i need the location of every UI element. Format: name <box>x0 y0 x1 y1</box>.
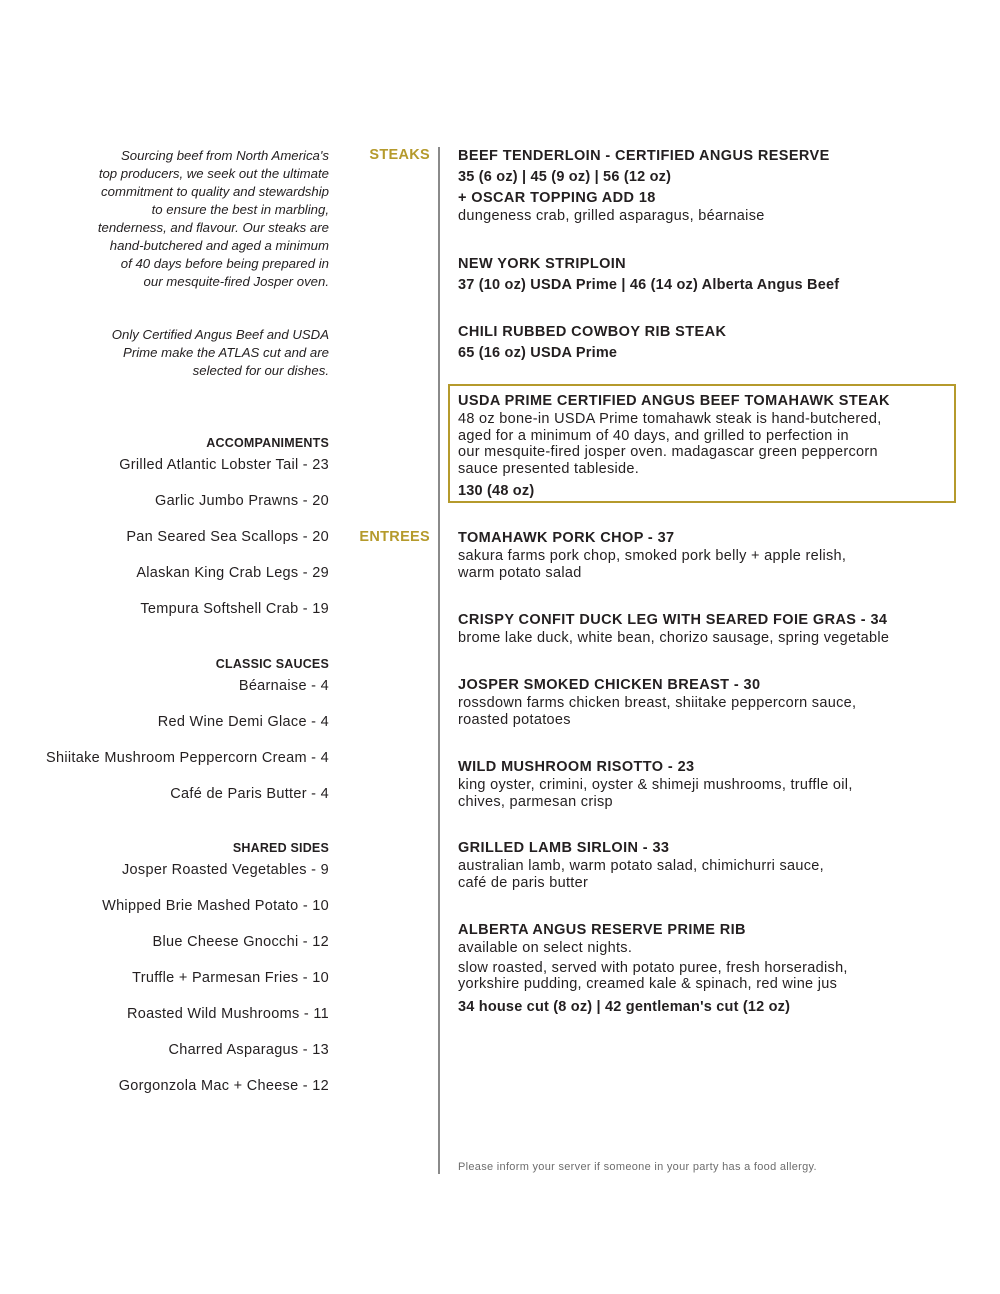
menu-item-pork-chop <box>458 529 968 581</box>
accompaniment-item: Tempura Softshell Crab - 19 <box>140 601 329 617</box>
sauce-item: Shiitake Mushroom Peppercorn Cream - 4 <box>46 750 329 766</box>
menu-item-lamb-sirloin <box>458 839 968 891</box>
sauce-item: Café de Paris Butter - 4 <box>170 786 329 802</box>
item-title: WILD MUSHROOM RISOTTO - 23 <box>458 759 695 775</box>
item-description-line: our mesquite-fired josper oven. madagascar green peppercorn <box>458 444 878 460</box>
side-item: Whipped Brie Mashed Potato - 10 <box>102 898 329 914</box>
menu-item-tomahawk-steak <box>458 392 968 501</box>
item-price: 34 house cut (8 oz) | 42 gentleman's cut (12 oz) <box>458 998 791 1015</box>
column-divider <box>438 147 440 1174</box>
steaks-section-label: STEAKS <box>369 147 430 163</box>
item-price: 35 (6 oz) | 45 (9 oz) | 56 (12 oz) <box>458 169 672 185</box>
item-title: NEW YORK STRIPLOIN <box>458 256 627 272</box>
item-title: JOSPER SMOKED CHICKEN BREAST - 30 <box>458 677 761 693</box>
menu-item-duck-leg <box>458 611 968 647</box>
side-item: Josper Roasted Vegetables - 9 <box>122 862 329 878</box>
addon-title: + OSCAR TOPPING ADD 18 <box>458 190 656 206</box>
item-description-line: king oyster, crimini, oyster & shimeji mushrooms, truffle oil, <box>458 777 853 793</box>
item-title: TOMAHAWK PORK CHOP - 37 <box>458 530 675 546</box>
item-title: CRISPY CONFIT DUCK LEG WITH SEARED FOIE GRAS - 34 <box>458 612 888 628</box>
item-description-line: sauce presented tableside. <box>458 460 640 477</box>
sourcing-intro <box>39 147 329 291</box>
side-item: Truffle + Parmesan Fries - 10 <box>132 970 329 986</box>
item-description-line: sakura farms pork chop, smoked pork belly + apple relish, <box>458 548 847 564</box>
intro-line: commitment to quality and stewardship <box>101 184 329 199</box>
menu-item-cowboy-rib <box>458 323 968 363</box>
intro-line: to ensure the best in marbling, <box>151 202 329 217</box>
item-title: CHILI RUBBED COWBOY RIB STEAK <box>458 324 727 340</box>
intro-line: of 40 days before being prepared in <box>120 256 329 271</box>
item-description-line: rossdown farms chicken breast, shiitake peppercorn sauce, <box>458 695 857 711</box>
item-title: GRILLED LAMB SIRLOIN - 33 <box>458 840 670 856</box>
menu-item-prime-rib <box>458 921 968 1017</box>
side-item: Gorgonzola Mac + Cheese - 12 <box>118 1078 329 1094</box>
intro-line: Prime make the ATLAS cut and are <box>123 345 329 360</box>
menu-item-ny-striploin <box>458 255 968 295</box>
sauce-item: Béarnaise - 4 <box>238 678 329 694</box>
item-description-line: yorkshire pudding, creamed kale & spinach, red wine jus <box>458 976 838 992</box>
menu-item-mushroom-risotto <box>458 758 968 810</box>
item-title: BEEF TENDERLOIN - CERTIFIED ANGUS RESERVE <box>458 148 830 164</box>
item-description-line: 48 oz bone-in USDA Prime tomahawk steak is hand-butchered, <box>458 411 882 427</box>
menu-item-beef-tenderloin <box>458 147 968 225</box>
allergy-note: Please inform your server if someone in your party has a food allergy. <box>458 1161 817 1173</box>
accompaniment-item: Pan Seared Sea Scallops - 20 <box>126 529 329 545</box>
classic-sauces-title: CLASSIC SAUCES <box>215 657 329 671</box>
entrees-section-label: ENTREES <box>359 529 430 545</box>
intro-line: hand-butchered and aged a minimum <box>109 238 329 253</box>
item-price: 37 (10 oz) USDA Prime | 46 (14 oz) Alberta Angus Beef <box>458 277 840 293</box>
item-description-line: chives, parmesan crisp <box>458 793 613 810</box>
intro-line: our mesquite-fired Josper oven. <box>143 274 329 289</box>
item-description-line: brome lake duck, white bean, chorizo sausage, spring vegetable <box>458 630 890 646</box>
intro-line: selected for our dishes. <box>192 363 329 378</box>
item-availability: available on select nights. <box>458 940 633 956</box>
side-item: Charred Asparagus - 13 <box>168 1042 329 1058</box>
sauce-item: Red Wine Demi Glace - 4 <box>157 714 329 730</box>
accompaniment-item: Garlic Jumbo Prawns - 20 <box>154 493 329 509</box>
item-description-line: warm potato salad <box>458 564 582 581</box>
accompaniment-item: Alaskan King Crab Legs - 29 <box>136 565 329 581</box>
cut-statement <box>39 326 329 380</box>
intro-line: Sourcing beef from North America's <box>121 148 329 163</box>
item-title: ALBERTA ANGUS RESERVE PRIME RIB <box>458 922 746 938</box>
side-item: Blue Cheese Gnocchi - 12 <box>152 934 329 950</box>
menu-item-chicken-breast <box>458 676 968 728</box>
item-description-line: australian lamb, warm potato salad, chimichurri sauce, <box>458 858 824 874</box>
item-description-line: roasted potatoes <box>458 711 571 728</box>
side-item: Roasted Wild Mushrooms - 11 <box>126 1006 329 1022</box>
addon-description: dungeness crab, grilled asparagus, béarnaise <box>458 208 765 224</box>
accompaniments-title: ACCOMPANIMENTS <box>206 436 329 450</box>
intro-line: Only Certified Angus Beef and USDA <box>111 327 329 342</box>
intro-line: tenderness, and flavour. Our steaks are <box>97 220 329 235</box>
intro-line: top producers, we seek out the ultimate <box>98 166 329 181</box>
shared-sides-title: SHARED SIDES <box>232 841 329 855</box>
item-price: 65 (16 oz) USDA Prime <box>458 345 618 361</box>
item-price: 130 (48 oz) <box>458 483 535 499</box>
item-description-line: slow roasted, served with potato puree, fresh horseradish, <box>458 959 848 976</box>
item-description-line: aged for a minimum of 40 days, and grilled to perfection in <box>458 427 849 444</box>
item-title: USDA PRIME CERTIFIED ANGUS BEEF TOMAHAWK STEAK <box>458 393 890 409</box>
accompaniment-item: Grilled Atlantic Lobster Tail - 23 <box>119 457 329 473</box>
item-description-line: café de paris butter <box>458 874 589 891</box>
